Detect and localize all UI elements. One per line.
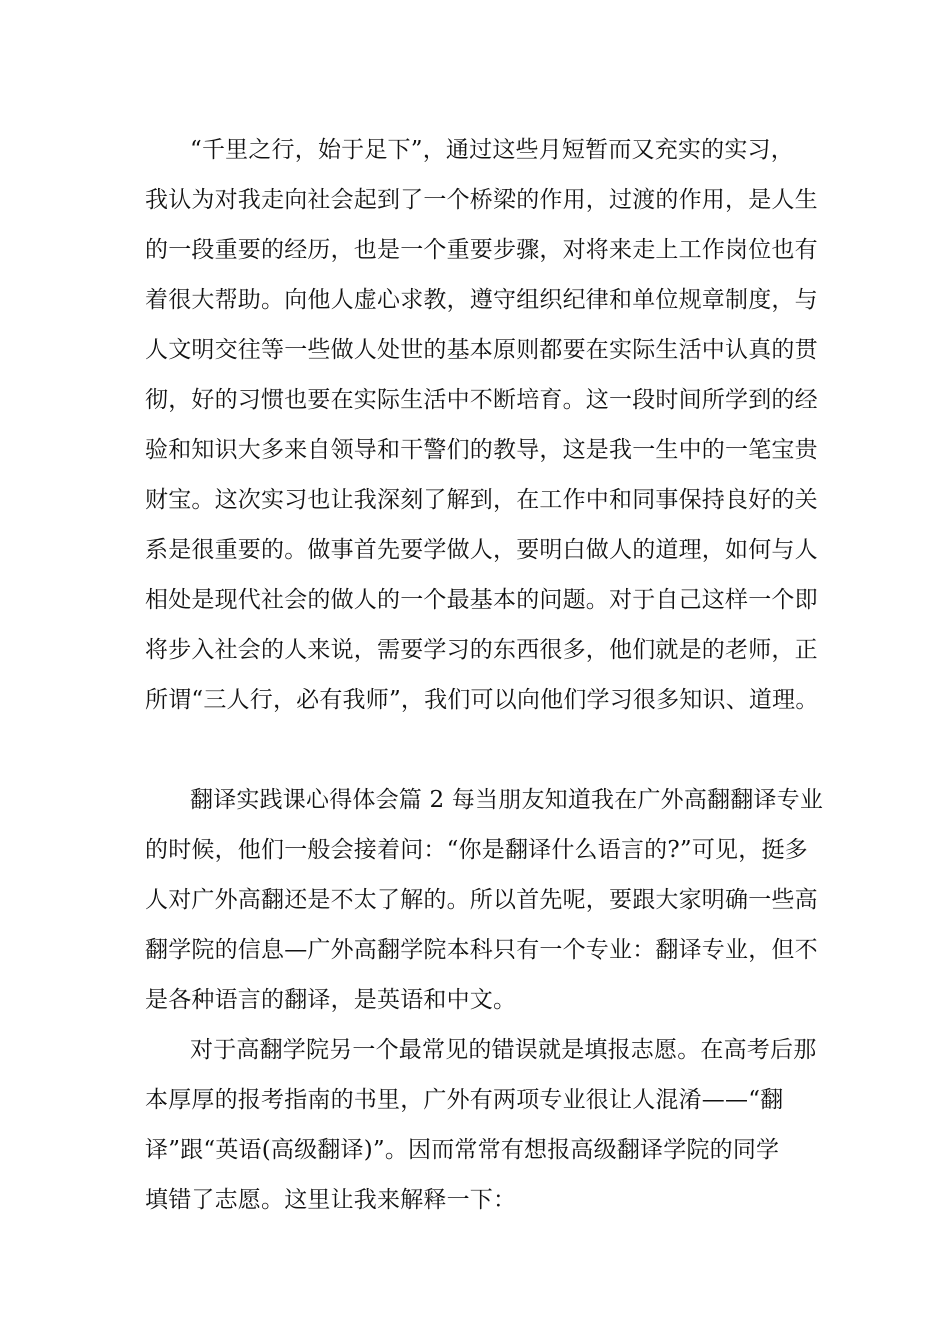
paragraph-line: 所谓“三人行，必有我师”，我们可以向他们学习很多知识、道理。 [145,687,819,713]
paragraph-line: 翻译实践课心得体会篇 2 每当朋友知道我在广外高翻翻译专业 [190,787,824,813]
paragraph-line: 本厚厚的报考指南的书里，广外有两项专业很让人混淆——“翻 [145,1087,784,1113]
paragraph-line: 我认为对我走向社会起到了一个桥梁的作用，过渡的作用，是人生 [145,187,818,213]
paragraph-line: 财宝。这次实习也让我深刻了解到，在工作中和同事保持良好的关 [145,487,818,513]
paragraph-line: 彻，好的习惯也要在实际生活中不断培育。这一段时间所学到的经 [145,387,818,413]
paragraph-line: 验和知识大多来自领导和干警们的教导，这是我一生中的一笔宝贵 [145,437,818,463]
paragraph-line: 是各种语言的翻译，是英语和中文。 [145,987,517,1013]
paragraph-line: 将步入社会的人来说，需要学习的东西很多，他们就是的老师，正 [145,637,818,663]
paragraph-line: 翻学院的信息—广外高翻学院本科只有一个专业：翻译专业，但不 [145,937,818,963]
paragraph-line: 填错了志愿。这里让我来解释一下： [145,1187,517,1213]
paragraph-line: 人对广外高翻还是不太了解的。所以首先呢，要跟大家明确一些高 [145,887,818,913]
paragraph-line: 相处是现代社会的做人的一个最基本的问题。对于自己这样一个即 [145,587,818,613]
paragraph-line: 译”跟“英语(高级翻译)”。因而常常有想报高级翻译学院的同学 [145,1137,780,1163]
paragraph-line: 的时候，他们一般会接着问：“你是翻译什么语言的?”可见，挺多 [145,837,808,863]
paragraph-line: 系是很重要的。做事首先要学做人，要明白做人的道理，如何与人 [145,537,818,563]
paragraph-line: 人文明交往等一些做人处世的基本原则都要在实际生活中认真的贯 [145,337,818,363]
paragraph-line: 的一段重要的经历，也是一个重要步骤，对将来走上工作岗位也有 [145,237,818,263]
paragraph-line: “千里之行，始于足下”，通过这些月短暂而又充实的实习， [190,137,794,163]
paragraph-line: 着很大帮助。向他人虚心求教，遵守组织纪律和单位规章制度，与 [145,287,818,313]
paragraph-line: 对于高翻学院另一个最常见的错误就是填报志愿。在高考后那 [190,1037,817,1063]
